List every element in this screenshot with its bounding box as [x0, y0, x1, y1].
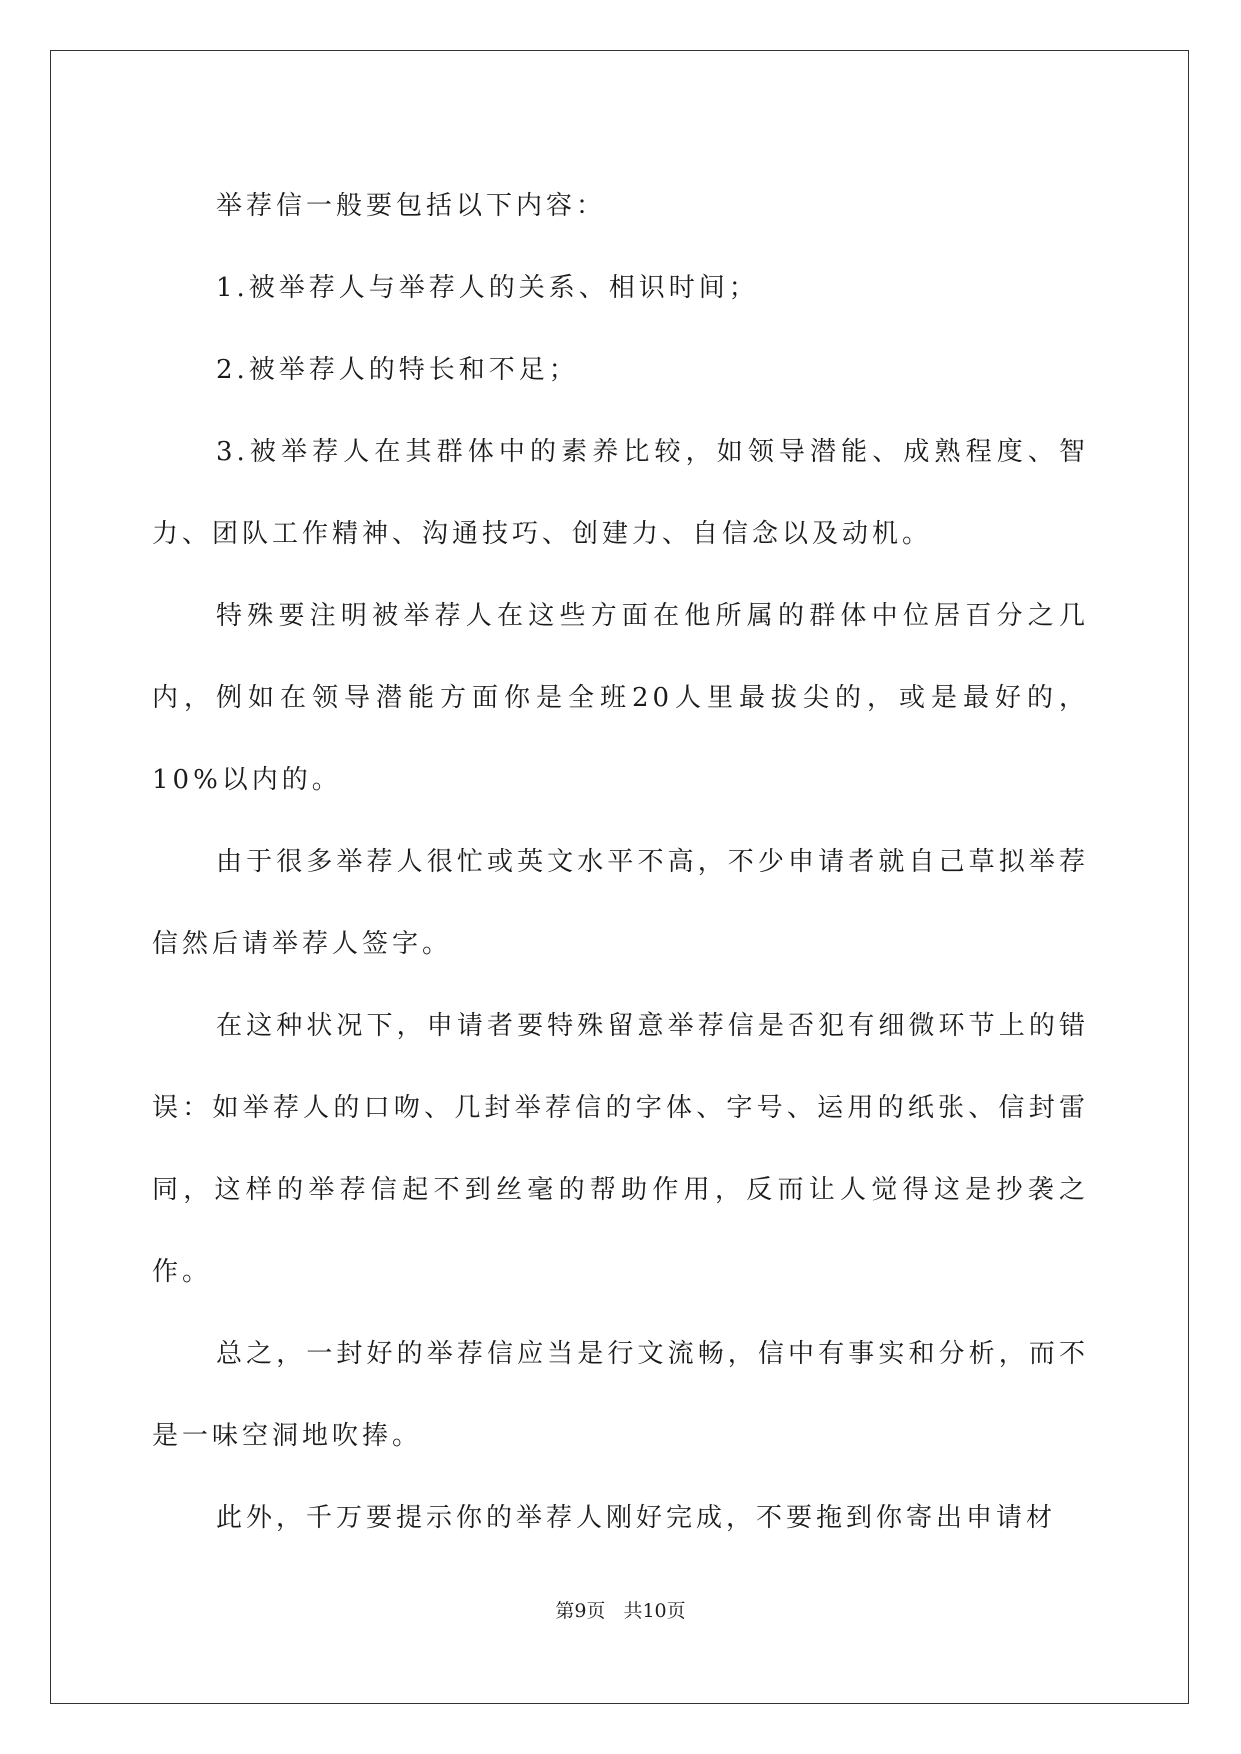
- paragraph: 在这种状况下，申请者要特殊留意举荐信是否犯有细微环节上的错误：如举荐人的口吻、几封举荐信的字体、字号、运用的纸张、信封雷同，这样的举荐信起不到丝毫的帮助作用，反而让人觉得这是抄袭之作。: [152, 1011, 1089, 1287]
- paragraph: 1.被举荐人与举荐人的关系、相识时间；: [216, 273, 759, 303]
- page-total: 共10页: [623, 1600, 686, 1622]
- paragraph: 此外，千万要提示你的举荐人刚好完成，不要拖到你寄出申请材: [216, 1503, 1057, 1533]
- paragraph: 由于很多举荐人很忙或英文水平不高，不少申请者就自己草拟举荐信然后请举荐人签字。: [152, 847, 1089, 959]
- document-body: [152, 165, 1089, 1559]
- paragraph: 3.被举荐人在其群体中的素养比较，如领导潜能、成熟程度、智力、团队工作精神、沟通技巧、创建力、自信念以及动机。: [152, 437, 1089, 549]
- page-number: 第9页: [555, 1600, 606, 1622]
- paragraph: 总之，一封好的举荐信应当是行文流畅，信中有事实和分析，而不是一味空洞地吹捧。: [152, 1339, 1089, 1451]
- page-footer: [0, 1596, 1241, 1623]
- paragraph: 举荐信一般要包括以下内容：: [216, 191, 607, 221]
- paragraph: 特殊要注明被举荐人在这些方面在他所属的群体中位居百分之几内，例如在领导潜能方面你是全班20人里最拔尖的，或是最好的，10%以内的。: [152, 601, 1089, 795]
- paragraph: 2.被举荐人的特长和不足；: [216, 355, 579, 385]
